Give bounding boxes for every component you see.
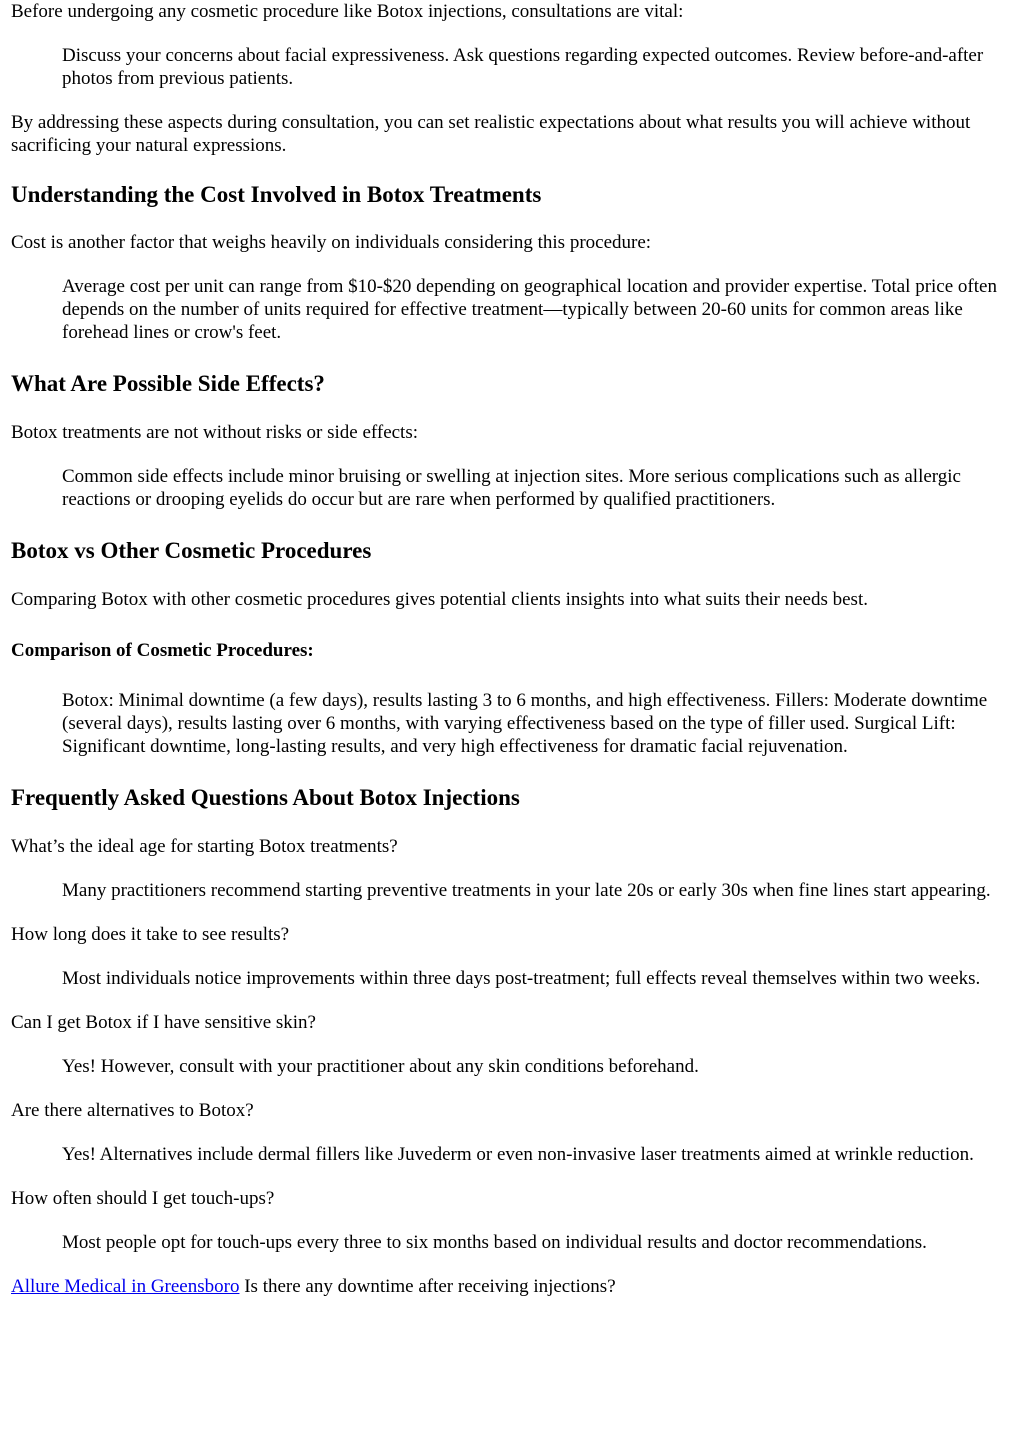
comparison-subheading: Comparison of Cosmetic Procedures: [11,640,314,661]
comparison-heading: Botox vs Other Cosmetic Procedures [11,538,372,563]
intro-paragraph: Before undergoing any cosmetic procedure like Botox injections, consultations are vital: [11,1,684,22]
cost-heading: Understanding the Cost Involved in Botox Treatments [11,182,542,207]
faq-answer: Many practitioners recommend starting preventive treatments in your late 20s or early 30s when fine lines start appearing. [62,880,991,901]
faq-question: What’s the ideal age for starting Botox treatments? [11,836,398,857]
side-effects-heading: What Are Possible Side Effects? [11,371,325,396]
allure-medical-link[interactable]: Allure Medical in Greensboro [11,1276,240,1297]
faq-question: How long does it take to see results? [11,924,290,945]
faq-question: Can I get Botox if I have sensitive skin? [11,1012,316,1033]
comparison-paragraph: Comparing Botox with other cosmetic procedures gives potential clients insights into what suits their needs best. [11,589,868,610]
cost-paragraph: Cost is another factor that weighs heavily on individuals considering this procedure: [11,232,652,253]
faq-answer: Yes! Alternatives include dermal fillers like Juvederm or even non-invasive laser treatments aimed at wrinkle reduction. [62,1144,974,1165]
faq-question: Are there alternatives to Botox? [11,1100,254,1121]
faq-last-line [11,1275,1014,1298]
faq-answer: Yes! However, consult with your practitioner about any skin conditions beforehand. [62,1056,699,1077]
side-effects-quote: Common side effects include minor bruising or swelling at injection sites. More serious complications such as allergic reactions or drooping eyelids do occur but are rare when performed by qualified practitioners. [62,466,961,510]
cost-quote: Average cost per unit can range from $10-$20 depending on geographical location and provider expertise. Total price often depends on the number of units required for effective treatment—typically between 20-60 units for common areas like forehead lines or crow's feet. [62,276,997,343]
faq-answer: Most individuals notice improvements within three days post-treatment; full effects reveal themselves within two weeks. [62,968,981,989]
comparison-quote: Botox: Minimal downtime (a few days), results lasting 3 to 6 months, and high effectiveness. Fillers: Moderate downtime (several days), results lasting over 6 months, with varying effectiveness based on the type of filler used. Surgical Lift: Significant downtime, long-lasting results, and very high effectiveness for dramatic facial rejuvenation. [62,690,988,757]
faq-question: How often should I get touch-ups? [11,1188,275,1209]
consultation-quote: Discuss your concerns about facial expressiveness. Ask questions regarding expected outcomes. Review before-and-after photos from previous patients. [62,45,984,89]
consultation-summary: By addressing these aspects during consultation, you can set realistic expectations about what results you will achieve without sacrificing your natural expressions. [11,112,971,156]
faq-heading: Frequently Asked Questions About Botox Injections [11,785,520,810]
faq-last-question: Is there any downtime after receiving injections? [244,1276,616,1297]
faq-answer: Most people opt for touch-ups every three to six months based on individual results and doctor recommendations. [62,1232,927,1253]
side-effects-paragraph: Botox treatments are not without risks or side effects: [11,422,419,443]
